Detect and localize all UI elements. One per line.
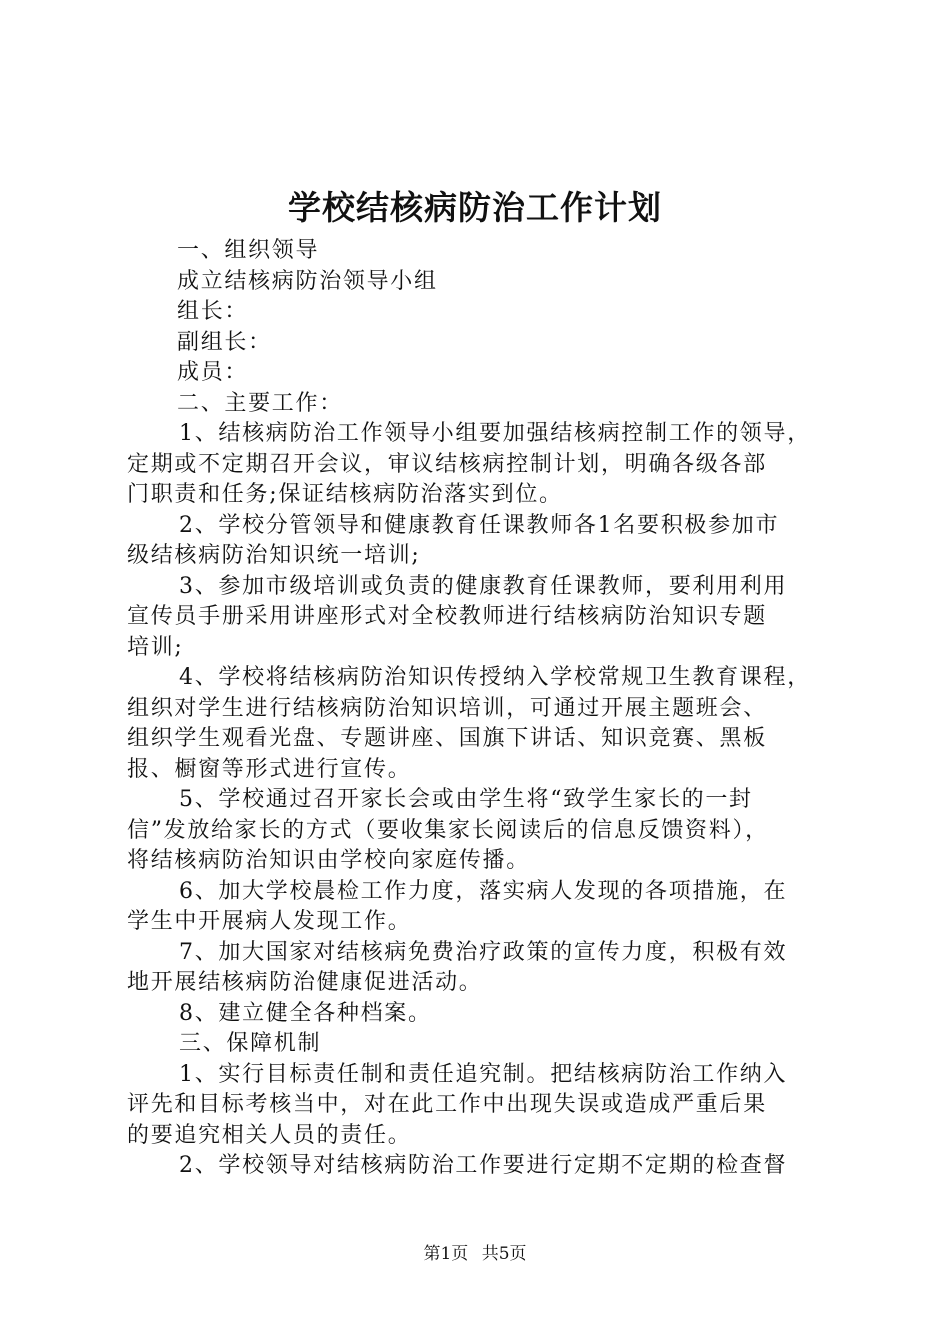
paragraph-line: 8、建立健全各种档案。 [179,1000,432,1026]
paragraph-line: 宣传员手册采用讲座形式对全校教师进行结核病防治知识专题 [127,604,767,629]
paragraph-line: 2、学校领导对结核病防治工作要进行定期不定期的检查督 [179,1153,788,1178]
paragraph-line: 2、学校分管领导和健康教育任课教师各1名要积极参加市 [179,512,780,538]
paragraph-line: 门职责和任务;保证结核病防治落实到位。 [127,482,563,507]
paragraph-line: 级结核病防治知识统一培训; [127,543,421,568]
paragraph-line: 组织学生观看光盘、专题讲座、国旗下讲话、知识竞赛、黑板 [127,726,767,751]
paragraph-line: 7、加大国家对结核病免费治疗政策的宣传力度，积极有效 [179,939,788,965]
page-number: 第1页 [423,1244,469,1264]
document-body [127,236,837,1182]
paragraph-line: 评先和目标考核当中，对在此工作中出现失误或造成严重后果 [127,1092,767,1117]
paragraph-line: 培训; [127,634,184,660]
page-total: 共5页 [481,1244,527,1264]
paragraph-line: 学生中开展病人发现工作。 [127,909,412,934]
document-title: 学校结核病防治工作计划 [288,188,662,227]
paragraph-line: 6、加大学校晨检工作力度，落实病人发现的各项措施，在 [179,878,788,904]
paragraph-line: 的要追究相关人员的责任。 [127,1122,412,1148]
paragraph-line: 组长： [177,299,249,324]
paragraph-line: 4、学校将结核病防治知识传授纳入学校常规卫生教育课程， [179,665,811,690]
paragraph-line: 1、实行目标责任制和责任追究制。把结核病防治工作纳入 [179,1061,788,1087]
section-heading: 三、保障机制 [179,1031,322,1056]
section-heading: 一、组织领导 [177,238,320,263]
paragraph-line: 3、参加市级培训或负责的健康教育任课教师，要利用利用 [179,573,788,599]
paragraph-line: 信”发放给家长的方式（要收集家长阅读后的信息反馈资料）， [127,817,769,843]
page-footer [0,1243,950,1265]
paragraph-line: 定期或不定期召开会议，审议结核病控制计划，明确各级各部 [127,451,767,477]
paragraph-line: 5、学校通过召开家长会或由学生将“致学生家长的一封 [179,787,753,812]
paragraph-line: 1、结核病防治工作领导小组要加强结核病控制工作的领导， [179,421,811,446]
section-heading: 二、主要工作： [177,390,343,416]
paragraph-line: 成员： [177,360,249,385]
paragraph-line: 地开展结核病防治健康促进活动。 [127,970,483,995]
paragraph-line: 将结核病防治知识由学校向家庭传播。 [127,848,530,873]
paragraph-line: 组织对学生进行结核病防治知识培训，可通过开展主题班会、 [127,695,767,721]
paragraph-line: 成立结核病防治领导小组 [177,268,438,294]
paragraph-line: 副组长： [177,329,272,355]
paragraph-line: 报、橱窗等形式进行宣传。 [127,756,412,782]
